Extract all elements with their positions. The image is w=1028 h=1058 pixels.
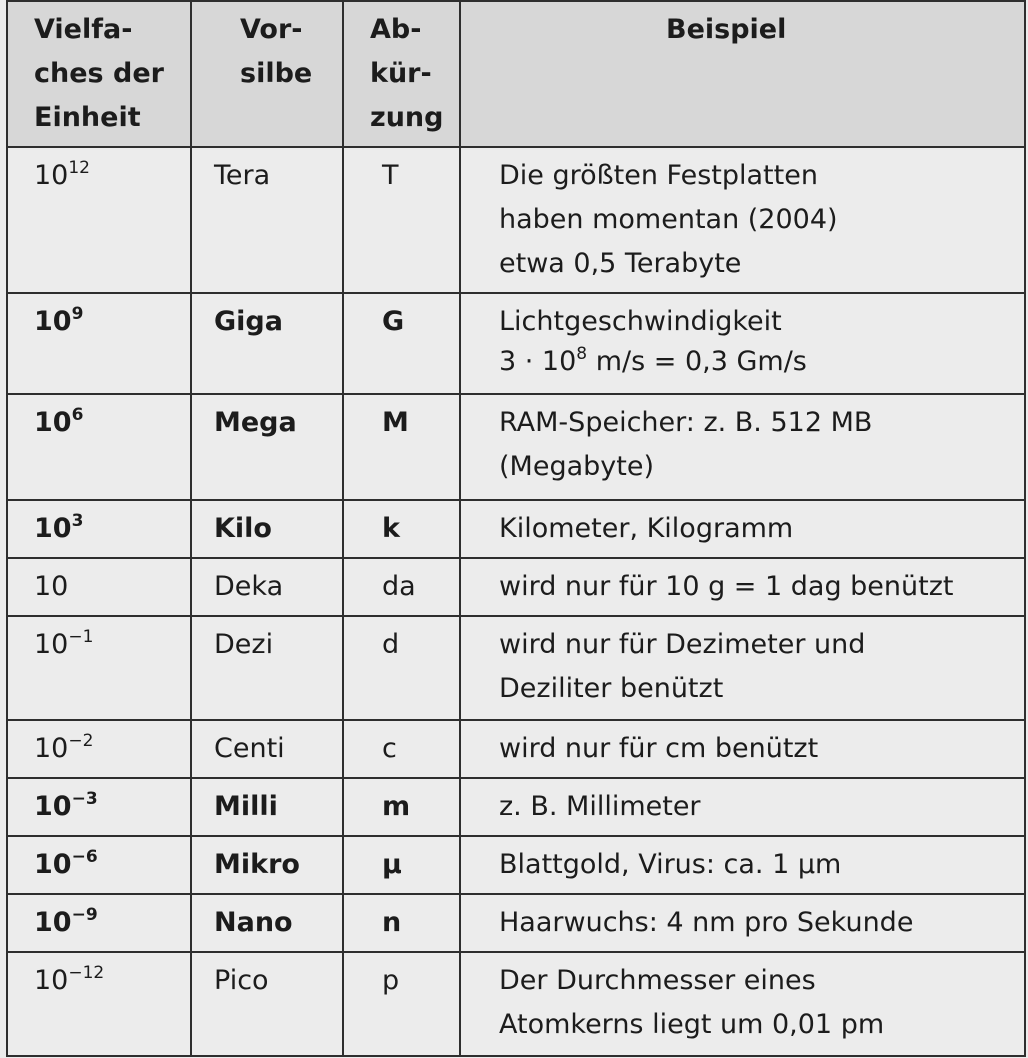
- prefix-cell: Giga: [191, 293, 343, 394]
- multiple-cell: [7, 952, 191, 1056]
- example-line: Haarwuchs: 4 nm pro Sekunde: [499, 907, 914, 938]
- example-cell: [460, 836, 1025, 894]
- multiple-base: 10: [34, 791, 72, 822]
- example-line: z. B. Millimeter: [499, 791, 701, 822]
- example-line: etwa 0,5 Terabyte: [499, 248, 742, 279]
- example-line: Die größten Festplatten: [499, 160, 818, 191]
- prefix-cell: Kilo: [191, 500, 343, 558]
- multiple-exponent: −3: [71, 789, 98, 809]
- multiple-base: 10: [34, 907, 72, 938]
- formula-post: m/s = 0,3 Gm/s: [587, 346, 807, 377]
- multiple-exponent: 9: [71, 304, 84, 324]
- header-row: [7, 1, 1025, 147]
- multiple-cell: [7, 558, 191, 616]
- table-row: [7, 952, 1025, 1056]
- example-line: Lichtgeschwindigkeit: [499, 306, 782, 337]
- prefix-cell: Mega: [191, 394, 343, 500]
- symbol-cell: M: [343, 394, 460, 500]
- multiple-base: 10: [34, 733, 69, 764]
- prefix-cell: Nano: [191, 894, 343, 952]
- example-cell: [460, 894, 1025, 952]
- multiple-cell: [7, 147, 191, 293]
- header-example: Beispiel: [460, 1, 1025, 147]
- multiple-base: 10: [34, 513, 72, 544]
- header-abbreviation-line: Ab-: [370, 14, 422, 45]
- example-line: RAM-Speicher: z. B. 512 MB: [499, 407, 873, 438]
- table-row: [7, 720, 1025, 778]
- example-cell: [460, 720, 1025, 778]
- symbol-cell: T: [343, 147, 460, 293]
- header-prefix-line: silbe: [240, 58, 313, 89]
- table-row: [7, 558, 1025, 616]
- formula-exponent: 8: [576, 344, 588, 364]
- header-multiple-line: Einheit: [34, 102, 141, 133]
- prefix-cell: Deka: [191, 558, 343, 616]
- multiple-exponent: −6: [71, 847, 98, 867]
- multiple-cell: [7, 894, 191, 952]
- multiple-cell: [7, 293, 191, 394]
- example-line: Blattgold, Virus: ca. 1 µm: [499, 849, 842, 880]
- multiple-base: 10: [34, 571, 69, 602]
- table-row: [7, 778, 1025, 836]
- symbol-cell: da: [343, 558, 460, 616]
- table-row: [7, 293, 1025, 394]
- multiple-exponent: 12: [68, 158, 90, 178]
- prefix-cell: Pico: [191, 952, 343, 1056]
- table-row: [7, 500, 1025, 558]
- example-line: Atomkerns liegt um 0,01 pm: [499, 1009, 885, 1040]
- example-cell: [460, 394, 1025, 500]
- table-body: [7, 147, 1025, 1056]
- multiple-cell: [7, 836, 191, 894]
- example-line: wird nur für cm benützt: [499, 733, 819, 764]
- header-abbreviation: [343, 1, 460, 147]
- table-row: [7, 394, 1025, 500]
- symbol-cell: k: [343, 500, 460, 558]
- example-line: Deziliter benützt: [499, 673, 724, 704]
- prefix-cell: Dezi: [191, 616, 343, 720]
- prefix-cell: Centi: [191, 720, 343, 778]
- multiple-exponent: 6: [71, 405, 84, 425]
- formula-pre: 3 · 10: [499, 346, 577, 377]
- multiple-base: 10: [34, 849, 72, 880]
- header-multiple: [7, 1, 191, 147]
- symbol-cell: p: [343, 952, 460, 1056]
- multiple-base: 10: [34, 965, 69, 996]
- unit-prefix-table: [6, 0, 1026, 1057]
- multiple-cell: [7, 394, 191, 500]
- example-line: wird nur für 10 g = 1 dag benützt: [499, 571, 954, 602]
- example-line: Der Durchmesser eines: [499, 965, 816, 996]
- header-abbreviation-line: zung: [370, 102, 444, 133]
- multiple-base: 10: [34, 407, 72, 438]
- prefix-cell: Mikro: [191, 836, 343, 894]
- multiple-exponent: −2: [68, 731, 94, 751]
- example-cell: [460, 293, 1025, 394]
- prefix-cell: Tera: [191, 147, 343, 293]
- example-cell: [460, 147, 1025, 293]
- symbol-cell: c: [343, 720, 460, 778]
- prefix-cell: Milli: [191, 778, 343, 836]
- example-formula: [499, 344, 1012, 380]
- table-header: [7, 1, 1025, 147]
- table-row: [7, 836, 1025, 894]
- example-line: Kilometer, Kilogramm: [499, 513, 794, 544]
- example-cell: [460, 558, 1025, 616]
- header-multiple-line: Vielfa-: [34, 14, 133, 45]
- example-line: (Megabyte): [499, 451, 654, 482]
- multiple-base: 10: [34, 306, 72, 337]
- symbol-cell: d: [343, 616, 460, 720]
- multiple-cell: [7, 720, 191, 778]
- header-prefix: [191, 1, 343, 147]
- multiple-exponent: −9: [71, 905, 98, 925]
- multiple-base: 10: [34, 160, 69, 191]
- example-cell: [460, 952, 1025, 1056]
- example-line: haben momentan (2004): [499, 204, 838, 235]
- multiple-base: 10: [34, 629, 69, 660]
- table-row: [7, 616, 1025, 720]
- multiple-exponent: −1: [68, 627, 94, 647]
- symbol-cell: m: [343, 778, 460, 836]
- example-cell: [460, 778, 1025, 836]
- multiple-cell: [7, 778, 191, 836]
- multiple-cell: [7, 616, 191, 720]
- example-line: wird nur für Dezimeter und: [499, 629, 866, 660]
- header-prefix-line: Vor-: [240, 14, 303, 45]
- table-row: [7, 147, 1025, 293]
- multiple-exponent: 3: [71, 511, 84, 531]
- symbol-cell: n: [343, 894, 460, 952]
- header-abbreviation-line: kür-: [370, 58, 432, 89]
- example-cell: [460, 500, 1025, 558]
- multiple-cell: [7, 500, 191, 558]
- symbol-cell: µ: [343, 836, 460, 894]
- header-multiple-line: ches der: [34, 58, 164, 89]
- symbol-cell: G: [343, 293, 460, 394]
- example-cell: [460, 616, 1025, 720]
- multiple-exponent: −12: [68, 963, 105, 983]
- table-row: [7, 894, 1025, 952]
